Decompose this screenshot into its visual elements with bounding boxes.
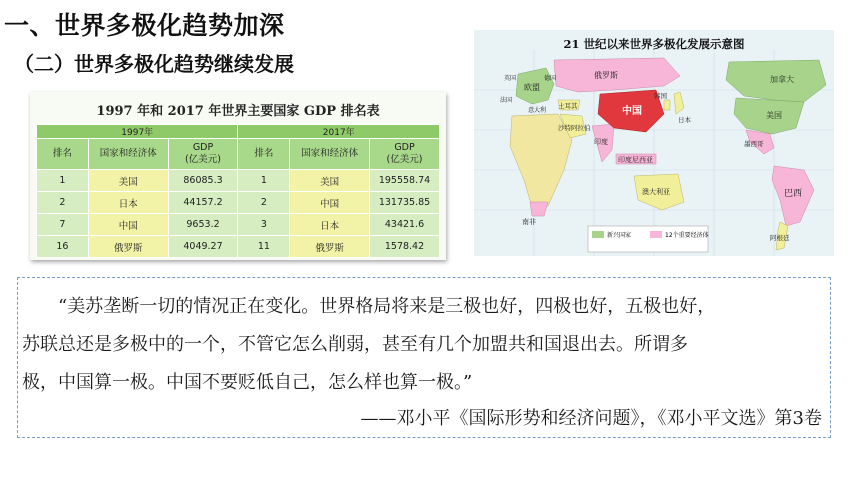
table-cell: 195558.74 <box>370 170 440 192</box>
subsection-heading: （二）世界多极化趋势继续发展 <box>14 52 294 76</box>
table-row <box>37 214 440 236</box>
world-map <box>474 30 834 256</box>
table-cell: 中国 <box>88 214 168 236</box>
col-header-rank: 排名 <box>238 139 290 170</box>
col-header-country: 国家和经济体 <box>88 139 168 170</box>
quote-source: ——邓小平《国际形势和经济问题》，《邓小平文选》第3卷 <box>360 408 822 429</box>
table-row <box>37 170 440 192</box>
table-cell: 11 <box>238 236 290 258</box>
table-cell: 3 <box>238 214 290 236</box>
map-label-brazil: 巴西 <box>784 189 803 199</box>
map-label-russia: 俄罗斯 <box>594 71 618 80</box>
south-africa-shape <box>530 202 548 216</box>
map-label-eu: 欧盟 <box>524 83 540 92</box>
japan-shape <box>674 92 684 114</box>
col-header-gdp: GDP (亿美元) <box>370 139 440 170</box>
table-cell: 16 <box>37 236 89 258</box>
year-header-1997: 1997年 <box>37 125 238 139</box>
map-label-south-africa: 南非 <box>522 218 536 226</box>
quote-line: 极，中国算一极。中国不要贬低自己，怎么样也算一极。” <box>22 372 473 393</box>
gdp-table-title: 1997 年和 2017 年世界主要国家 GDP 排名表 <box>96 104 380 119</box>
map-title: 21 世纪以来世界多极化发展示意图 <box>563 37 745 51</box>
table-cell: 1 <box>238 170 290 192</box>
table-cell: 日本 <box>88 192 168 214</box>
table-cell: 86085.3 <box>168 170 238 192</box>
col-header-country: 国家和经济体 <box>290 139 370 170</box>
legend-label-emerging: 新兴国家 <box>607 232 632 239</box>
table-cell: 43421.6 <box>370 214 440 236</box>
world-map-graphic <box>474 30 834 256</box>
map-label-turkey: 土耳其 <box>558 102 578 110</box>
map-label-uk: 英国 <box>504 75 517 82</box>
table-cell: 1 <box>37 170 89 192</box>
quote-line: “美苏垄断一切的情况正在变化。世界格局将来是三极也好，四极也好，五极也好， <box>58 296 716 317</box>
table-cell: 美国 <box>88 170 168 192</box>
korea-shape <box>664 100 670 110</box>
table-row <box>37 236 440 258</box>
map-label-argentina: 阿根廷 <box>770 234 790 242</box>
quote-line: 苏联总还是多极中的一个，不管它怎么削弱，甚至有几个加盟共和国退出去。所谓多 <box>22 334 688 355</box>
map-label-france: 法国 <box>500 97 513 104</box>
table-cell: 2 <box>37 192 89 214</box>
gdp-table-panel <box>30 92 446 260</box>
map-label-usa: 美国 <box>766 111 782 120</box>
table-cell: 中国 <box>290 192 370 214</box>
table-cell: 7 <box>37 214 89 236</box>
table-cell: 9653.2 <box>168 214 238 236</box>
table-cell: 1578.42 <box>370 236 440 258</box>
table-cell: 2 <box>238 192 290 214</box>
legend-label-major: 12个重要经济体 <box>665 232 709 239</box>
map-legend <box>588 226 709 252</box>
table-cell: 日本 <box>290 214 370 236</box>
table-cell: 44157.2 <box>168 192 238 214</box>
map-label-korea: 韩国 <box>654 92 667 100</box>
table-cell: 131735.85 <box>370 192 440 214</box>
map-label-indonesia: 印度尼西亚 <box>618 156 653 164</box>
map-label-mexico: 墨西哥 <box>744 140 764 148</box>
table-cell: 俄罗斯 <box>290 236 370 258</box>
map-label-australia: 澳大利亚 <box>642 188 670 196</box>
table-cell: 俄罗斯 <box>88 236 168 258</box>
table-cell: 美国 <box>290 170 370 192</box>
quote-box <box>17 277 831 438</box>
map-label-germany: 德国 <box>544 75 557 82</box>
map-label-italy: 意大利 <box>528 107 547 114</box>
year-header-2017: 2017年 <box>238 125 440 139</box>
table-row <box>37 192 440 214</box>
gdp-table <box>36 124 440 258</box>
table-cell: 4049.27 <box>168 236 238 258</box>
map-label-japan: 日本 <box>678 116 691 124</box>
col-header-rank: 排名 <box>37 139 89 170</box>
map-label-saudi: 沙特阿拉伯 <box>558 124 591 132</box>
col-header-gdp: GDP (亿美元) <box>168 139 238 170</box>
section-heading: 一、世界多极化趋势加深 <box>4 11 285 40</box>
map-label-india: 印度 <box>594 138 608 146</box>
map-label-canada: 加拿大 <box>770 75 794 84</box>
map-label-china: 中国 <box>622 106 642 117</box>
